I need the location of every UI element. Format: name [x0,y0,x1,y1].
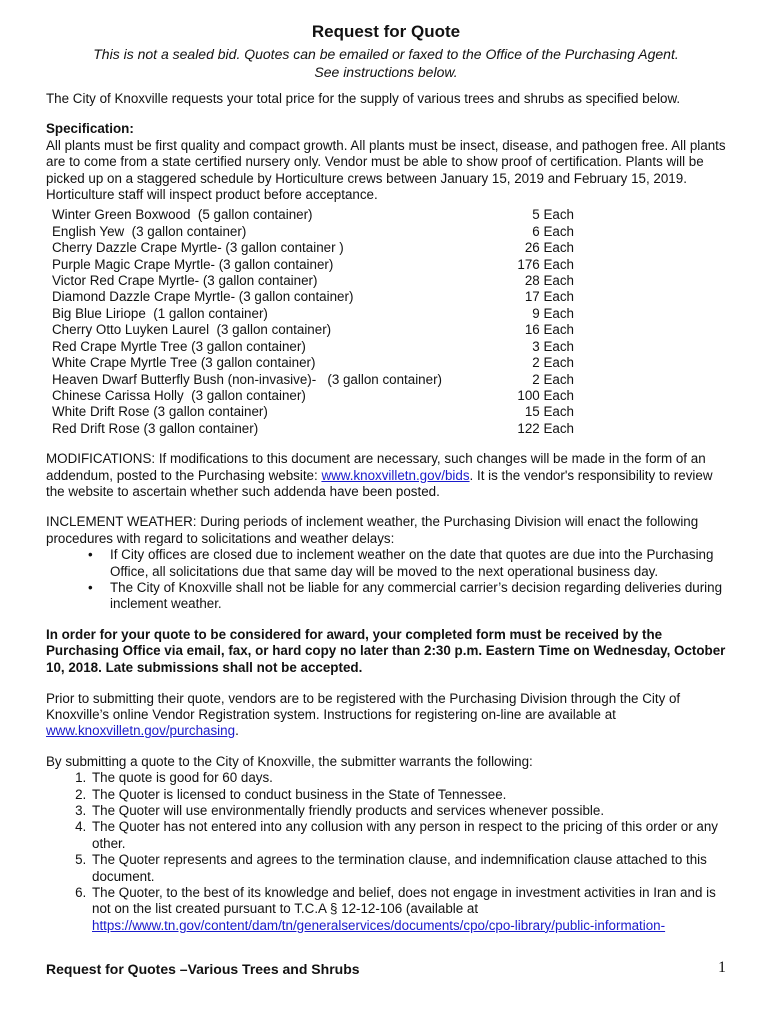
registration-text: Prior to submitting their quote, vendors are to be registered with the Purchasing Division through the City of Knoxville’s online Vendor Registration system. Instructions for registering on-line are available at [46,690,681,722]
item-quantity: 26 Each [524,240,574,256]
weather-bullet: • The City of Knoxville shall not be liable for any commercial carrier’s decision regarding deliveries during inclement weather. [88,580,726,613]
item-name: Cherry Dazzle Crape Myrtle- (3 gallon container ) [52,240,344,256]
intro-paragraph: The City of Knoxville requests your total price for the supply of various trees and shrubs as specified below. [46,91,681,106]
item-name: Victor Red Crape Myrtle- (3 gallon container) [52,273,318,289]
tn-gov-link[interactable]: https://www.tn.gov/content/dam/tn/generalservices/documents/cpo/cpo-library/public-information- [92,917,666,933]
item-quantity: 17 Each [524,289,574,305]
item-name: White Drift Rose (3 gallon container) [52,404,268,420]
item-quantity: 5 Each [532,207,574,223]
warrants-list [46,770,726,934]
modifications-paragraph [46,451,726,500]
registration-text-after: . [235,723,239,739]
item-quantity: 9 Each [532,305,574,321]
item-row [52,224,574,240]
page-number: 1 [718,959,726,976]
item-quantity: 15 Each [524,404,574,420]
weather-bullets [46,547,726,613]
item-name: Winter Green Boxwood (5 gallon container) [52,207,313,223]
warrant-item: 1. The quote is good for 60 days. [90,770,726,786]
subtitle-line-2: See instructions below. [314,64,458,80]
deadline-notice: In order for your quote to be considered for award, your completed form must be received by the Purchasing Office via email, fax, or hard copy no later than 2:30 p.m. Eastern Time on Wednesday, October 10, 2018. Late submissions shall not be accepted. [46,626,726,675]
item-quantity: 6 Each [532,223,574,239]
item-row [52,339,574,355]
item-row [52,388,574,404]
modifications-text: MODIFICATIONS: If modifications to this document are necessary, such changes will be made in the form of an addendum, posted to the Purchasing website: [46,451,706,483]
item-row [52,404,574,420]
document-page [46,22,726,934]
item-row [52,240,574,256]
warrant-item-6-text: The Quoter, to the best of its knowledge and belief, does not engage in investment activities in Iran and is not on the list created pursuant to T.C.A § 12-12-106 (available at [92,885,716,917]
item-name: Cherry Otto Luyken Laurel (3 gallon container) [52,322,332,338]
purchasing-link[interactable]: www.knoxvilletn.gov/purchasing [46,723,236,739]
item-quantity: 122 Each [517,420,574,436]
registration-paragraph [46,691,726,740]
item-name: Red Crape Myrtle Tree (3 gallon container) [52,338,306,354]
item-name: Red Drift Rose (3 gallon container) [52,420,259,436]
item-name: Heaven Dwarf Butterfly Bush (non-invasive)- (3 gallon container) [52,371,442,387]
warrants-intro: By submitting a quote to the City of Knoxville, the submitter warrants the following: [46,753,533,769]
item-row [52,355,574,371]
item-name: Chinese Carissa Holly (3 gallon container) [52,387,306,403]
footer-title: Request for Quotes –Various Trees and Shrubs [46,961,360,977]
item-name: English Yew (3 gallon container) [52,223,247,239]
modifications-text-after: . It is the vendor's responsibility to review the website to ascertain whether such addenda have been posted. [46,467,713,499]
page-footer [46,961,726,981]
item-quantity: 3 Each [532,338,574,354]
item-quantity: 16 Each [524,322,574,338]
items-list [52,207,574,437]
bids-link[interactable]: www.knoxvilletn.gov/bids [321,467,470,483]
warrant-item: 4. The Quoter has not entered into any collusion with any person in respect to the pricing of this order or any other. [90,819,726,852]
specification-heading: Specification: [46,121,134,137]
item-quantity: 2 Each [532,355,574,371]
item-row [52,207,574,223]
item-row [52,289,574,305]
item-quantity: 100 Each [517,387,574,403]
item-name: White Crape Myrtle Tree (3 gallon container) [52,355,316,371]
item-row [52,421,574,437]
item-name: Big Blue Liriope (1 gallon container) [52,305,268,321]
specification-text: All plants must be first quality and compact growth. All plants must be insect, disease, and pathogen free. All plants are to come from a state certified nursery only. Vendor must be able to show proof of certification. Plants will be picked up on a staggered schedule by Horticulture crews between January 15, 2019 and February 15, 2019. Horticulture staff will inspect product before acceptance. [46,137,726,203]
item-quantity: 28 Each [524,273,574,289]
item-row [52,306,574,322]
item-name: Diamond Dazzle Crape Myrtle- (3 gallon container) [52,289,354,305]
warrant-item: 5. The Quoter represents and agrees to the termination clause, and indemnification clause attached to this document. [90,852,726,885]
page-title: Request for Quote [311,22,461,41]
item-quantity: 2 Each [532,371,574,387]
item-row [52,372,574,388]
subtitle-line-1: This is not a sealed bid. Quotes can be emailed or faxed to the Office of the Purchasing Agent. [93,46,679,62]
warrant-item: 2. The Quoter is licensed to conduct business in the State of Tennessee. [90,787,726,803]
warrant-item [90,885,726,934]
item-name: Purple Magic Crape Myrtle- (3 gallon container) [52,256,334,272]
weather-bullet: • If City offices are closed due to inclement weather on the date that quotes are due into the Purchasing Office, all solicitations due that same day will be moved to the next operational business day. [88,547,726,580]
item-row [52,322,574,338]
item-quantity: 176 Each [517,256,574,272]
item-row [52,273,574,289]
item-row [52,257,574,273]
weather-intro: INCLEMENT WEATHER: During periods of inclement weather, the Purchasing Division will enact the following procedures with regard to solicitations and weather delays: [46,514,699,546]
warrant-item: 3. The Quoter will use environmentally friendly products and services whenever possible. [90,803,726,819]
